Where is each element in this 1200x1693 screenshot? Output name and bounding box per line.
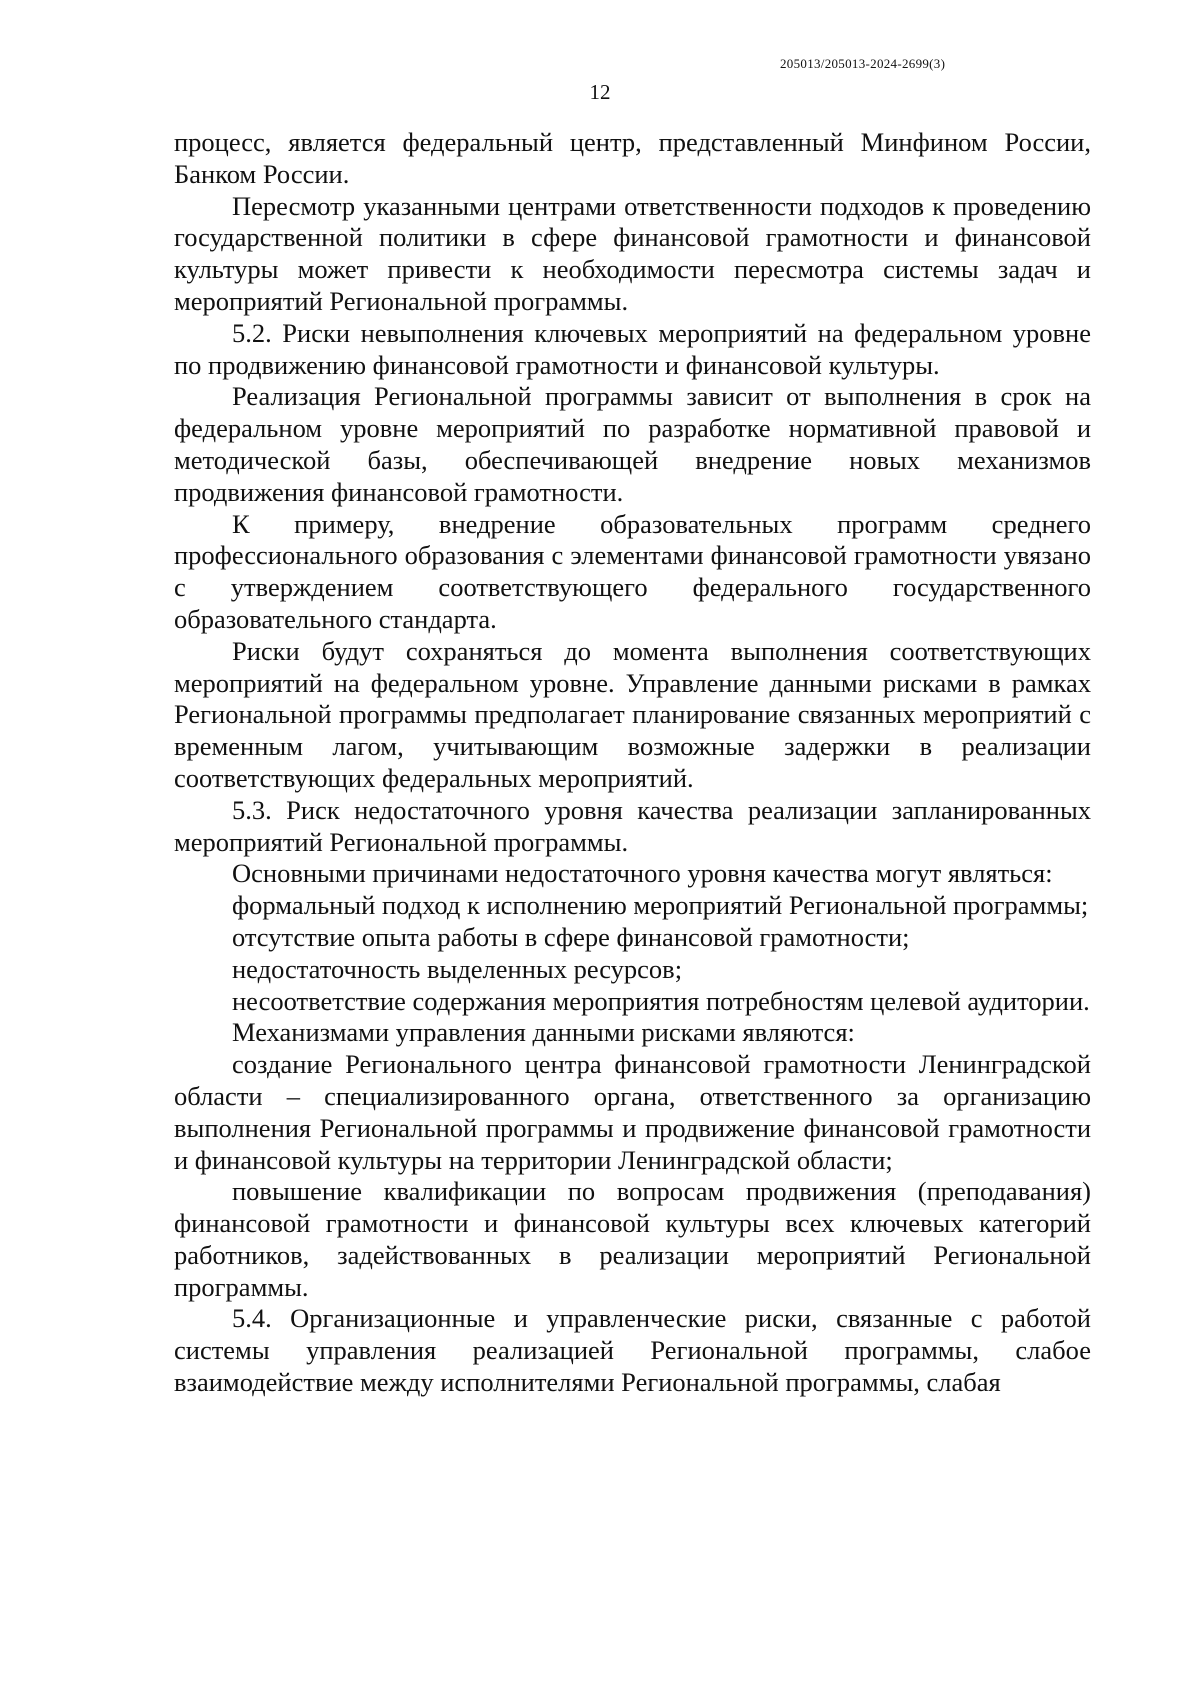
list-item: отсутствие опыта работы в сфере финансовой грамотности; [232, 921, 910, 952]
paragraph: Реализация Региональной программы зависит от выполнения в срок на федеральном уровне мероприятий по разработке нормативной правовой и методической базы, обеспечивающей внедрение новых механизмов продвижения финансовой грамотности. [174, 381, 1091, 507]
paragraph: Механизмами управления данными рисками являются: [232, 1017, 855, 1048]
section-heading-5-2: 5.2. Риски невыполнения ключевых мероприятий на федеральном уровне по продвижению финансовой грамотности и финансовой культуры. [174, 317, 1091, 380]
paragraph: Риски будут сохраняться до момента выполнения соответствующих мероприятий на федеральном уровне. Управление данными рисками в рамках Региональной программы предполагает планирование связанных мероприятий с временным лагом, учитывающим возможные задержки в реализации соответствующих федеральных мероприятий. [174, 635, 1091, 793]
list-item: формальный подход к исполнению мероприятий Региональной программы; [232, 890, 1089, 921]
section-heading-5-3: 5.3. Риск недостаточного уровня качества реализации запланированных мероприятий Региональной программы. [174, 794, 1091, 857]
paragraph: Пересмотр указанными центрами ответственности подходов к проведению государственной политики в сфере финансовой грамотности и финансовой культуры может привести к необходимости пересмотра системы задач и мероприятий Региональной программы. [174, 190, 1091, 316]
paragraph: К примеру, внедрение образовательных программ среднего профессионального образования с элементами финансовой грамотности увязано с утверждением соответствующего федерального государственного образовательного стандарта. [174, 508, 1091, 634]
list-item: недостаточность выделенных ресурсов; [232, 953, 683, 984]
section-heading-5-4: 5.4. Организационные и управленческие риски, связанные с работой системы управления реализацией Региональной программы, слабое взаимодействие между исполнителями Региональной программы, слабая [174, 1303, 1091, 1398]
list-item: несоответствие содержания мероприятия потребностям целевой аудитории. [232, 985, 1090, 1016]
paragraph: Основными причинами недостаточного уровня качества могут являться: [232, 858, 1053, 889]
list-item: повышение квалификации по вопросам продвижения (преподавания) финансовой грамотности и финансовой культуры всех ключевых категорий работников, задействованных в реализации мероприятий Региональной программы. [174, 1176, 1091, 1302]
page-number: 12 [589, 80, 611, 104]
paragraph: процесс, является федеральный центр, представленный Минфином России, Банком России. [174, 127, 1091, 189]
list-item: создание Регионального центра финансовой грамотности Ленинградской области – специализированного органа, ответственного за организацию выполнения Региональной программы и продвижение финансовой грамотности и финансовой культуры на территории Ленинградской области; [174, 1049, 1091, 1175]
document-body [174, 127, 1091, 1399]
document-id: 205013/205013-2024-2699(3) [780, 56, 946, 71]
